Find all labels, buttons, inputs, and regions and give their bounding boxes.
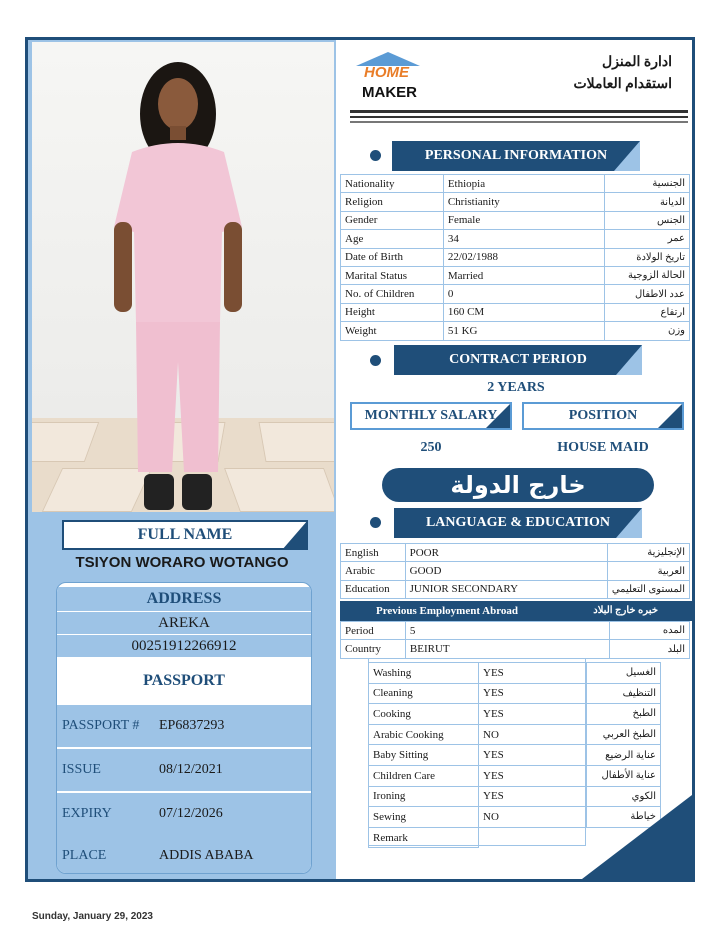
- skill-label-ar: الطبخ العربي: [587, 724, 661, 745]
- fullname-label-text: FULL NAME: [137, 526, 233, 543]
- home-maker-logo: [352, 50, 422, 106]
- skill-label-ar: الطبخ: [587, 704, 661, 725]
- passport-row-label: PLACE: [62, 848, 107, 863]
- position-value: HOUSE MAID: [557, 440, 649, 455]
- left-panel: [28, 40, 336, 879]
- table-row: [341, 580, 690, 598]
- row-label: Nationality: [341, 175, 444, 193]
- row-label: Weight: [341, 322, 444, 340]
- row-label-ar: الديانة: [605, 193, 690, 211]
- table-row: [341, 622, 690, 640]
- row-label-ar: المده: [610, 622, 690, 640]
- skill-label-ar: خياطة: [587, 807, 661, 828]
- passport-row-value: 07/12/2026: [159, 806, 223, 821]
- skill-label: Remark: [369, 827, 479, 848]
- address-label: ADDRESS: [57, 587, 311, 611]
- personal-info-header: [392, 141, 640, 171]
- passport-row: [57, 749, 311, 791]
- row-value: 34: [443, 230, 604, 248]
- candidate-photo: [32, 42, 334, 512]
- arabic-title-2: استقدام العاملات: [573, 77, 672, 92]
- table-row: [341, 640, 690, 658]
- row-label-ar: ارتفاع: [605, 303, 690, 321]
- row-value: BEIRUT: [405, 640, 609, 658]
- bullet-icon: [370, 517, 381, 528]
- passport-row-value: EP6837293: [159, 718, 225, 733]
- row-label-ar: الجنس: [605, 211, 690, 229]
- skill-value: [479, 827, 587, 848]
- row-value: Married: [443, 266, 604, 284]
- fullname-value: TSIYON WORARO WOTANGO: [75, 554, 289, 571]
- skill-label-ar: الغسيل: [587, 663, 661, 684]
- contract-period-value: 2 YEARS: [487, 380, 545, 395]
- previous-employment-header: [340, 601, 692, 621]
- skill-label: Sewing: [369, 807, 479, 828]
- table-row: [341, 175, 690, 193]
- passport-row-value: 08/12/2021: [159, 762, 223, 777]
- passport-row: [57, 835, 311, 874]
- row-label-ar: تاريخ الولادة: [605, 248, 690, 266]
- row-value: GOOD: [405, 562, 607, 580]
- row-label: English: [341, 544, 406, 562]
- skill-value: YES: [479, 786, 587, 807]
- table-row: [341, 322, 690, 340]
- row-label: No. of Children: [341, 285, 444, 303]
- address-line-2: 00251912266912: [57, 635, 311, 657]
- language-table: [340, 543, 690, 599]
- skill-label: Children Care: [369, 765, 479, 786]
- cv-frame: [25, 37, 695, 882]
- row-value: 160 CM: [443, 303, 604, 321]
- row-label: Education: [341, 580, 406, 598]
- skill-label: Cleaning: [369, 683, 479, 704]
- monthly-salary-label: [350, 402, 512, 430]
- row-label-ar: عدد الاطفال: [605, 285, 690, 303]
- table-row: [341, 230, 690, 248]
- footer-date: Sunday, January 29, 2023: [32, 911, 153, 922]
- row-value: 0: [443, 285, 604, 303]
- previous-employment-table: [340, 621, 690, 659]
- table-row: [341, 562, 690, 580]
- personal-info-title: PERSONAL INFORMATION: [424, 148, 608, 163]
- table-row: [341, 303, 690, 321]
- row-value: Female: [443, 211, 604, 229]
- row-label-ar: الحالة الزوجية: [605, 266, 690, 284]
- passport-row-label: PASSPORT #: [62, 718, 140, 733]
- right-panel: [340, 40, 692, 879]
- table-row: [341, 285, 690, 303]
- skill-value: NO: [479, 724, 587, 745]
- row-value: Christianity: [443, 193, 604, 211]
- skill-value: YES: [479, 663, 587, 684]
- skill-label: Washing: [369, 663, 479, 684]
- row-label: Gender: [341, 211, 444, 229]
- skill-value: YES: [479, 683, 587, 704]
- row-label: Period: [341, 622, 406, 640]
- passport-row-value: ADDIS ABABA: [159, 848, 254, 863]
- previous-employment-title-ar: خبره خارج البلاد: [593, 605, 658, 616]
- table-row: [341, 248, 690, 266]
- bullet-icon: [370, 150, 381, 161]
- table-row: [341, 193, 690, 211]
- row-value: POOR: [405, 544, 607, 562]
- row-label-ar: وزن: [605, 322, 690, 340]
- skill-label: Baby Sitting: [369, 745, 479, 766]
- passport-label: PASSPORT: [57, 659, 311, 703]
- passport-row-label: EXPIRY: [62, 806, 112, 821]
- table-row: [369, 704, 661, 725]
- monthly-salary-value: 250: [420, 440, 442, 455]
- table-row: [369, 765, 661, 786]
- row-label-ar: الإنجليزية: [607, 544, 689, 562]
- row-label: Religion: [341, 193, 444, 211]
- header-divider: [350, 110, 688, 124]
- row-label-ar: عمر: [605, 230, 690, 248]
- position-label: [522, 402, 684, 430]
- skill-label-ar: التنظيف: [587, 683, 661, 704]
- skill-label: Cooking: [369, 704, 479, 725]
- row-value: 51 KG: [443, 322, 604, 340]
- address-line-1: AREKA: [57, 612, 311, 634]
- contract-period-title: CONTRACT PERIOD: [449, 352, 587, 367]
- skill-label-ar: الكوي: [587, 786, 661, 807]
- row-value: JUNIOR SECONDARY: [405, 580, 607, 598]
- row-label: Height: [341, 303, 444, 321]
- row-value: 22/02/1988: [443, 248, 604, 266]
- table-row: [341, 544, 690, 562]
- skill-label-ar: عناية الأطفال: [587, 765, 661, 786]
- row-label: Arabic: [341, 562, 406, 580]
- skill-value: YES: [479, 704, 587, 725]
- corner-decoration: [582, 795, 692, 879]
- table-row: [341, 266, 690, 284]
- language-education-title: LANGUAGE & EDUCATION: [425, 515, 611, 530]
- skill-label: Arabic Cooking: [369, 724, 479, 745]
- table-row: [369, 683, 661, 704]
- monthly-salary-text: MONTHLY SALARY: [364, 408, 498, 423]
- passport-row: [57, 705, 311, 747]
- passport-row-label: ISSUE: [62, 762, 101, 777]
- row-label: Age: [341, 230, 444, 248]
- table-row: [369, 724, 661, 745]
- row-label-ar: الجنسية: [605, 175, 690, 193]
- table-row: [369, 745, 661, 766]
- contract-period-header: [394, 345, 642, 375]
- arabic-title-1: ادارة المنزل: [602, 55, 672, 70]
- position-text: POSITION: [568, 408, 638, 423]
- row-label-ar: البلد: [610, 640, 690, 658]
- bullet-icon: [370, 355, 381, 366]
- skill-value: YES: [479, 745, 587, 766]
- row-label-ar: العربية: [607, 562, 689, 580]
- abroad-banner: خارج الدولة: [382, 468, 654, 502]
- address-passport-card: [56, 582, 312, 874]
- skill-label-ar: عناية الرضيع: [587, 745, 661, 766]
- table-row: [341, 211, 690, 229]
- row-label: Date of Birth: [341, 248, 444, 266]
- passport-row: [57, 793, 311, 835]
- row-value: Ethiopia: [443, 175, 604, 193]
- skill-value: YES: [479, 765, 587, 786]
- person-figure-icon: [32, 42, 334, 512]
- row-label-ar: المستوى التعليمي: [607, 580, 689, 598]
- skill-label: Ironing: [369, 786, 479, 807]
- skill-value: NO: [479, 807, 587, 828]
- previous-employment-title: Previous Employment Abroad: [376, 605, 518, 617]
- logo-home-text: HOME: [364, 64, 409, 81]
- language-education-header: [394, 508, 642, 538]
- row-label: Marital Status: [341, 266, 444, 284]
- personal-info-table: [340, 174, 690, 341]
- row-label: Country: [341, 640, 406, 658]
- table-row: [369, 663, 661, 684]
- row-value: 5: [405, 622, 609, 640]
- logo-maker-text: MAKER: [362, 84, 417, 101]
- fullname-label: [62, 520, 308, 550]
